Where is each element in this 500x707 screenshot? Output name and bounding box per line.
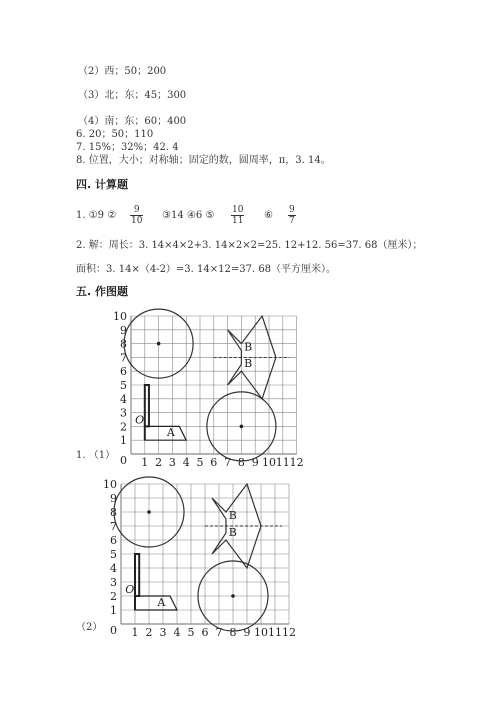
answer-line-7: 7. 15%；32%；42. 4	[76, 142, 179, 153]
fraction-numerator: 10	[232, 205, 244, 215]
y-tick-label: 5	[120, 379, 127, 392]
calc-q1-mid: ③14 ④6 ⑤	[162, 210, 215, 221]
section-title-drawing: 五. 作图题	[76, 285, 129, 298]
label-b: B	[228, 525, 237, 539]
fraction-numerator: 9	[289, 205, 295, 215]
y-tick-label: 7	[120, 351, 127, 365]
fraction-numerator: 9	[133, 205, 140, 215]
circle-center-dot	[240, 425, 244, 429]
answer-line-4: （4）南；东；60；400	[78, 116, 187, 127]
y-tick-label: 7	[110, 520, 117, 533]
x-tick-label: 5	[196, 456, 204, 469]
coordinate-grid-2	[103, 477, 296, 639]
y-tick-label: 10	[113, 310, 127, 323]
y-tick-label: 3	[120, 406, 127, 420]
y-tick-label: 5	[110, 548, 117, 561]
x-tick-label: 6	[201, 626, 209, 639]
x-tick-label: 1	[131, 626, 139, 639]
y-tick-label: 4	[120, 392, 127, 406]
calc-q1-six: ⑥	[264, 210, 273, 221]
fraction-denominator: 10	[131, 216, 143, 226]
x-tick-label: 7	[215, 626, 223, 639]
y-tick-label: 3	[110, 576, 117, 589]
x-tick-label: 2	[155, 456, 163, 469]
y-tick-label: 8	[110, 506, 117, 519]
x-tick-label: 1	[141, 456, 149, 469]
calc-q1-prefix: 1. ①9 ②	[76, 210, 117, 221]
shape-a	[135, 596, 177, 610]
fraction-denominator: 11	[232, 216, 244, 226]
x-tick-label: 10	[254, 626, 268, 639]
origin-label: 0	[120, 454, 127, 467]
y-tick-label: 2	[120, 420, 127, 434]
y-tick-label: 1	[110, 604, 117, 617]
x-tick-label: 8	[237, 456, 245, 469]
drawing-label-1: 1. （1）	[76, 450, 116, 461]
label-b: B	[244, 340, 253, 354]
origin-label: 0	[110, 624, 117, 637]
answer-line-3: （3）北；东；45；300	[78, 90, 187, 101]
calc-q2-line1: 2. 解：周长：3. 14×4×2+3. 14×2×2=25. 12+12. 56=37. 68（厘米）；	[76, 240, 423, 251]
x-tick-label: 12	[282, 626, 296, 639]
x-tick-label: 10	[262, 456, 276, 469]
x-tick-label: 12	[289, 456, 304, 469]
coordinate-grid-1	[113, 309, 304, 469]
y-tick-label: 9	[120, 323, 127, 337]
answer-line-6: 6. 20；50；110	[76, 129, 154, 140]
y-tick-label: 6	[110, 534, 117, 547]
x-tick-label: 9	[243, 626, 251, 639]
x-tick-label: 4	[182, 456, 190, 469]
y-tick-label: 4	[110, 562, 117, 575]
y-tick-label: 6	[120, 365, 127, 379]
x-tick-label: 2	[145, 626, 153, 639]
x-tick-label: 8	[229, 626, 237, 639]
shape-a	[145, 426, 186, 440]
y-tick-label: 9	[110, 492, 117, 505]
x-tick-label: 11	[268, 626, 282, 639]
label-o: O	[125, 583, 135, 597]
y-tick-label: 10	[103, 478, 117, 491]
fraction-denominator: 7	[289, 216, 295, 226]
x-tick-label: 6	[210, 456, 218, 469]
y-tick-label: 8	[120, 337, 127, 351]
answer-line-8: 8. 位置，大小；对称轴；固定的数，圆周率，π，3. 14。	[76, 155, 331, 166]
circle-center-dot	[147, 510, 151, 514]
calc-q2-line2: 面积：3. 14×（4-2）=3. 14×12=37. 68（平方厘米）。	[76, 264, 337, 275]
circle-center-dot	[157, 342, 161, 346]
x-tick-label: 9	[251, 456, 259, 469]
label-b: B	[228, 509, 237, 522]
y-tick-label: 2	[110, 590, 117, 603]
label-o: O	[135, 413, 145, 427]
label-b: B	[244, 357, 253, 371]
drawing-label-2: （2）	[76, 622, 103, 633]
circle-center-dot	[231, 594, 235, 598]
section-title-calculation: 四. 计算题	[76, 178, 129, 191]
x-tick-label: 3	[168, 456, 176, 469]
x-tick-label: 3	[159, 626, 167, 639]
label-a: A	[166, 426, 175, 440]
x-tick-label: 4	[173, 626, 181, 639]
x-tick-label: 11	[275, 456, 290, 469]
x-tick-label: 5	[187, 626, 195, 639]
y-tick-label: 1	[120, 434, 127, 448]
answer-line-2: （2）西；50；200	[78, 66, 167, 77]
label-a: A	[157, 595, 166, 609]
x-tick-label: 7	[224, 456, 232, 469]
